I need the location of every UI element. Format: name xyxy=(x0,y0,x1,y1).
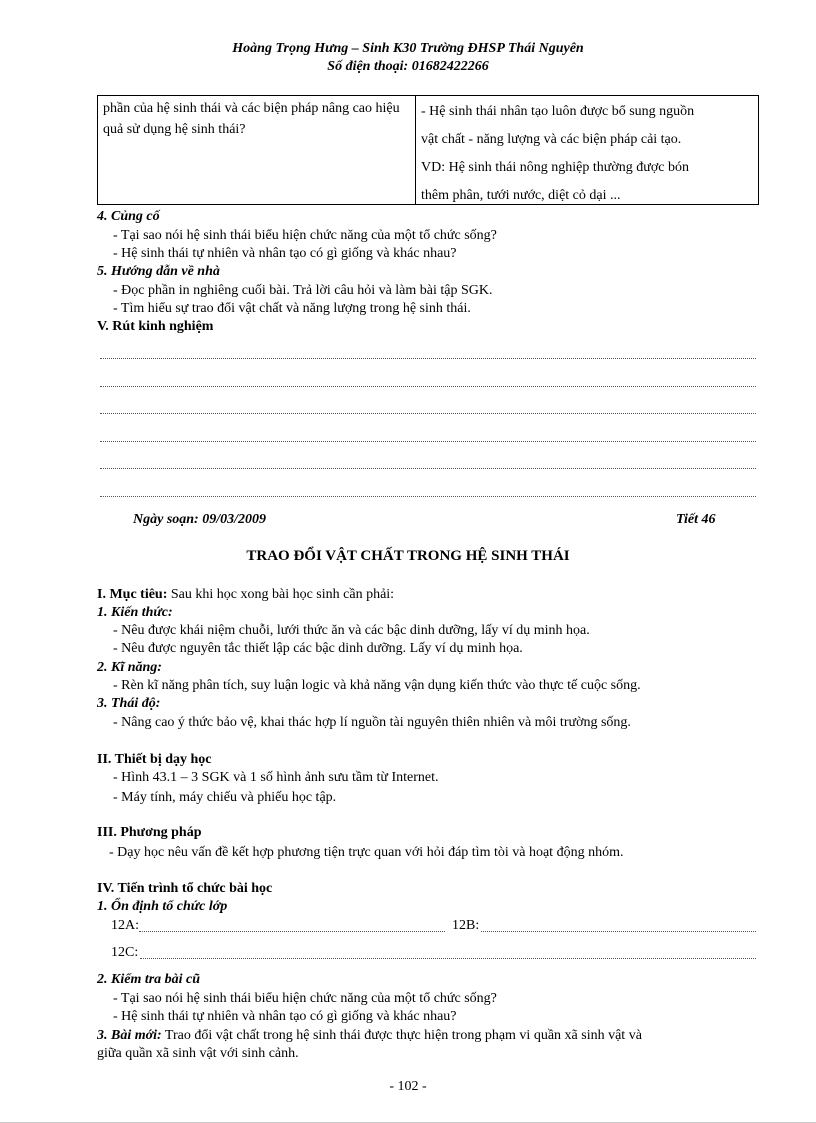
section-thiet-bi-heading: II. Thiết bị dạy học xyxy=(97,752,212,767)
bai-moi-line xyxy=(97,1027,642,1045)
bai-moi-text: Trao đổi vật chất trong hệ sinh thái được thực hiện trong phạm vi quần xã sinh vật và xyxy=(161,1028,642,1043)
lesson-number: Tiết 46 xyxy=(676,512,716,527)
blank-dotted-line xyxy=(100,385,756,387)
section-rut-kinh-nghiem-heading: V. Rút kinh nghiệm xyxy=(97,319,214,334)
phuong-phap-item: - Dạy học nêu vấn đề kết hợp phương tiện trực quan với hỏi đáp tìm tòi và hoạt động nhóm. xyxy=(109,845,624,860)
table-right-line: vật chất - năng lượng và các biện pháp cải tạo. xyxy=(421,132,682,147)
page-number: - 102 - xyxy=(389,1079,427,1094)
table-right-line: VD: Hệ sinh thái nông nghiệp thường được bón xyxy=(421,160,689,175)
table-cell-right xyxy=(421,98,755,210)
class-12b-label: 12B: xyxy=(452,918,480,933)
class-12a-blank xyxy=(139,930,445,932)
ki-nang-item: - Rèn kĩ năng phân tích, suy luận logic và khả năng vận dụng kiến thức vào thực tế cuộc sống. xyxy=(113,678,641,693)
section-huong-dan-heading: 5. Hướng dẫn về nhà xyxy=(97,264,220,279)
bai-moi-label: 3. Bài mới: xyxy=(97,1028,162,1043)
section-phuong-phap-heading: III. Phương pháp xyxy=(97,825,202,840)
blank-dotted-line xyxy=(100,440,756,442)
muc-tieu-heading: I. Mục tiêu: xyxy=(97,587,168,602)
section-tien-trinh-heading: IV. Tiến trình tổ chức bài học xyxy=(97,881,273,896)
blank-dotted-line xyxy=(100,357,756,359)
class-12a-label: 12A: xyxy=(111,918,139,933)
class-12c-label: 12C: xyxy=(111,945,139,960)
header-phone-line: Số điện thoại: 01682422266 xyxy=(327,59,489,74)
lesson-table xyxy=(97,95,759,205)
table-cell-left: phần của hệ sinh thái và các biện pháp nâng cao hiệu quả sử dụng hệ sinh thái? xyxy=(103,101,400,137)
huong-dan-item: - Tìm hiểu sự trao đổi vật chất và năng lượng trong hệ sinh thái. xyxy=(113,301,471,316)
cung-co-item: - Tại sao nói hệ sinh thái biểu hiện chức năng của một tổ chức sống? xyxy=(113,228,497,243)
thiet-bi-item: - Hình 43.1 – 3 SGK và 1 số hình ảnh sưu tầm từ Internet. xyxy=(113,770,439,785)
lesson-title: TRAO ĐỔI VẬT CHẤT TRONG HỆ SINH THÁI xyxy=(246,548,570,564)
kiem-tra-item: - Hệ sinh thái tự nhiên và nhân tạo có gì giống và khác nhau? xyxy=(113,1009,457,1024)
blank-dotted-line xyxy=(100,412,756,414)
preparation-date: Ngày soạn: 09/03/2009 xyxy=(133,512,266,527)
table-right-line: thêm phân, tưới nước, diệt cỏ dại ... xyxy=(421,188,621,203)
thai-do-heading: 3. Thái độ: xyxy=(97,696,161,711)
muc-tieu-intro: Sau khi học xong bài học sinh cần phải: xyxy=(167,587,395,602)
huong-dan-item: - Đọc phần in nghiêng cuối bài. Trả lời câu hỏi và làm bài tập SGK. xyxy=(113,283,493,298)
section-muc-tieu xyxy=(97,586,394,604)
thiet-bi-item: - Máy tính, máy chiếu và phiếu học tập. xyxy=(113,790,337,805)
thai-do-item: - Nâng cao ý thức bảo vệ, khai thác hợp lí nguồn tài nguyên thiên nhiên và môi trường sống. xyxy=(113,715,631,730)
section-cung-co-heading: 4. Củng cố xyxy=(97,209,160,224)
header-author-line: Hoàng Trọng Hưng – Sinh K30 Trường ĐHSP Thái Nguyên xyxy=(232,41,584,56)
table-right-line: - Hệ sinh thái nhân tạo luôn được bổ sung nguồn xyxy=(421,104,695,119)
kien-thuc-heading: 1. Kiến thức: xyxy=(97,605,173,620)
bai-moi-line2: giữa quần xã sinh vật với sinh cảnh. xyxy=(97,1046,299,1061)
class-12c-blank xyxy=(140,957,756,959)
blank-dotted-line xyxy=(100,467,756,469)
kiem-tra-heading: 2. Kiểm tra bài cũ xyxy=(97,972,201,987)
ki-nang-heading: 2. Kĩ năng: xyxy=(97,660,162,675)
kien-thuc-item: - Nêu được nguyên tắc thiết lập các bậc dinh dưỡng. Lấy ví dụ minh họa. xyxy=(113,641,523,656)
class-12b-blank xyxy=(481,930,756,932)
table-column-divider xyxy=(415,96,416,204)
kiem-tra-item: - Tại sao nói hệ sinh thái biểu hiện chức năng của một tổ chức sống? xyxy=(113,991,497,1006)
blank-dotted-line xyxy=(100,495,756,497)
on-dinh-heading: 1. Ổn định tổ chức lớp xyxy=(97,899,228,914)
kien-thuc-item: - Nêu được khái niệm chuỗi, lưới thức ăn và các bậc dinh dưỡng, lấy ví dụ minh họa. xyxy=(113,623,590,638)
cung-co-item: - Hệ sinh thái tự nhiên và nhân tạo có gì giống và khác nhau? xyxy=(113,246,457,261)
